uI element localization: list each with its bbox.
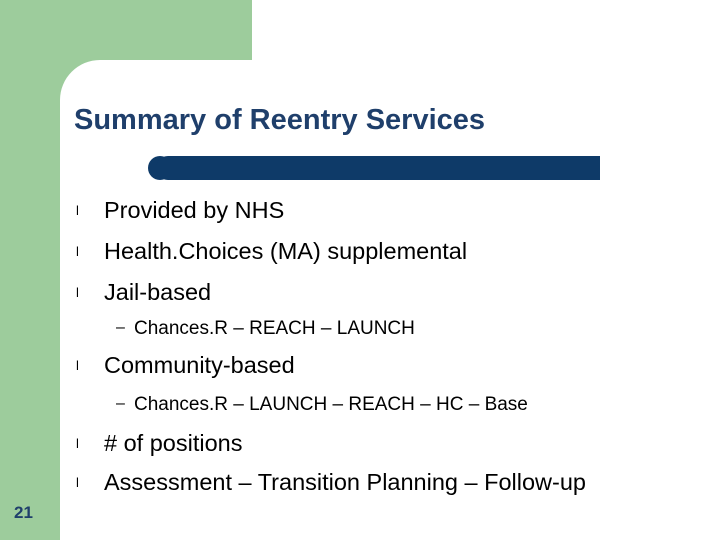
title-underline-bar bbox=[156, 156, 600, 180]
bullet-item-community-based: Community-based bbox=[104, 352, 295, 378]
bullet-marker: l bbox=[76, 285, 79, 300]
sub-bullet-dash: – bbox=[116, 395, 125, 412]
bullet-marker: l bbox=[76, 203, 79, 218]
bullet-item-healthchoices: Health.Choices (MA) supplemental bbox=[104, 238, 468, 264]
sub-item-community-programs: Chances.R – LAUNCH – REACH – HC – Base bbox=[134, 394, 528, 415]
bullet-marker: l bbox=[76, 475, 79, 490]
sub-bullet-dash: – bbox=[116, 319, 125, 336]
bullet-item-jail-based: Jail-based bbox=[104, 279, 212, 305]
bullet-item-provided-by: Provided by NHS bbox=[104, 197, 285, 223]
page-number: 21 bbox=[14, 503, 33, 522]
bullet-item-positions: # of positions bbox=[104, 430, 243, 456]
bullet-marker: l bbox=[76, 436, 79, 451]
bullet-marker: l bbox=[76, 358, 79, 373]
slide-title: Summary of Reentry Services bbox=[74, 104, 486, 136]
bullet-marker: l bbox=[76, 244, 79, 259]
bullet-item-assessment: Assessment – Transition Planning – Follow-up bbox=[104, 469, 586, 495]
sub-item-jail-programs: Chances.R – REACH – LAUNCH bbox=[134, 318, 415, 339]
